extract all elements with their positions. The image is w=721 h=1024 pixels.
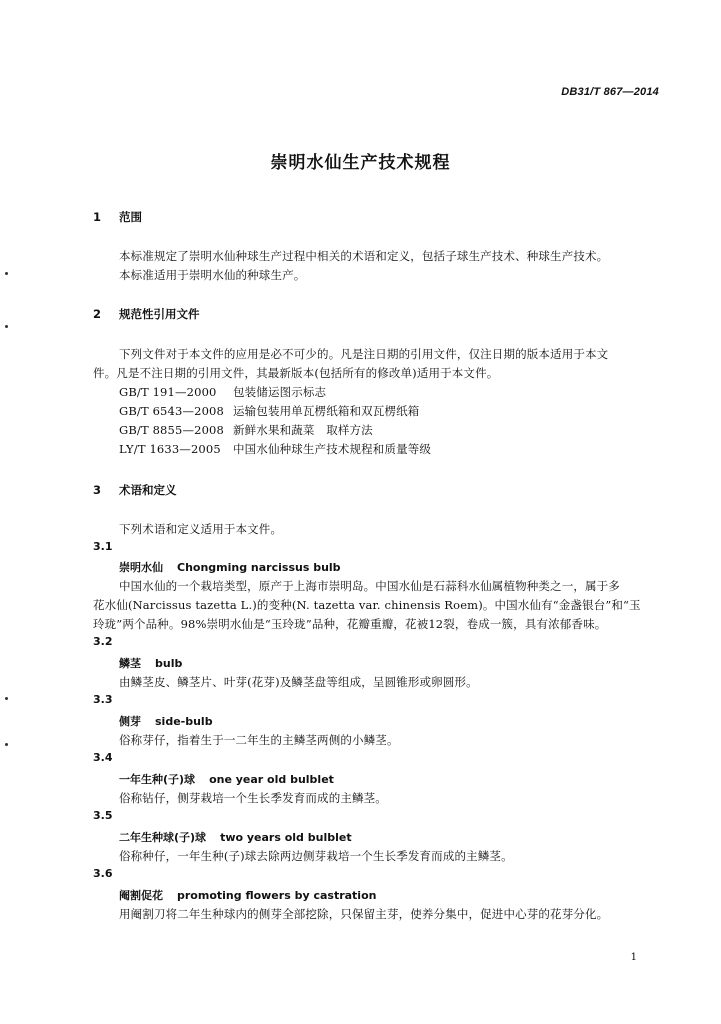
paragraph-line: 本标准适用于崇明水仙的种球生产。 — [119, 268, 306, 282]
term-zh: 一年生种(子)球 — [119, 773, 196, 786]
paragraph-line: 俗称芽仔，指着生于一二年生的主鳞茎两侧的小鳞茎。 — [119, 733, 399, 747]
term-heading — [119, 887, 376, 903]
section-title: 规范性引用文件 — [119, 307, 200, 321]
section-number: 3 — [93, 483, 102, 497]
term-zh: 阉割促花 — [119, 889, 163, 902]
term-zh: 崇明水仙 — [119, 561, 163, 574]
reference-item — [119, 422, 373, 438]
term-en: promoting flowers by castration — [177, 889, 377, 902]
term-heading — [119, 559, 341, 575]
reference-code: LY/T 1633—2005 — [119, 442, 221, 456]
term-heading — [119, 655, 182, 671]
section-heading — [93, 209, 142, 225]
paragraph-line: 本标准规定了崇明水仙种球生产过程中相关的术语和定义，包括子球生产技术、种球生产技术。 — [119, 249, 609, 263]
term-en: two years old bulblet — [220, 831, 352, 844]
term-en: side-bulb — [155, 715, 213, 728]
section-title: 术语和定义 — [119, 483, 177, 497]
margin-dot — [5, 743, 8, 746]
paragraph-line: 中国水仙的一个栽培类型，原产于上海市崇明岛。中国水仙是石蒜科水仙属植物种类之一，属于多 — [119, 579, 620, 593]
paragraph-line: 玲珑”两个品种。98%崇明水仙是“玉玲珑”品种，花瓣重瓣，花被12裂，卷成一簇，具有浓郁香味。 — [93, 617, 607, 631]
section-title: 范围 — [119, 210, 142, 224]
paragraph-line: 俗称钻仔，侧芽栽培一个生长季发育而成的主鳞茎。 — [119, 791, 387, 805]
document-title: 崇明水仙生产技术规程 — [270, 153, 451, 173]
term-en: Chongming narcissus bulb — [177, 561, 341, 574]
section-number: 1 — [93, 210, 102, 224]
term-heading — [119, 713, 213, 729]
reference-name: 运输包装用单瓦楞纸箱和双瓦楞纸箱 — [233, 404, 420, 418]
paragraph-line: 用阉割刀将二年生种球内的侧芽全部挖除，只保留主芽，使养分集中，促进中心芽的花芽分化。 — [119, 907, 609, 921]
section-number: 2 — [93, 307, 102, 321]
reference-item — [119, 441, 431, 457]
paragraph-line: 件。凡是不注日期的引用文件，其最新版本(包括所有的修改单)适用于本文件。 — [93, 366, 499, 380]
paragraph-line: 俗称种仔，一年生种(子)球去除两边侧芽栽培一个生长季发育而成的主鳞茎。 — [119, 849, 513, 863]
subsection-number: 3.2 — [93, 635, 113, 648]
reference-name: 新鲜水果和蔬菜 取样方法 — [233, 423, 373, 437]
subsection-number: 3.3 — [93, 693, 113, 706]
paragraph-line: 下列术语和定义适用于本文件。 — [119, 522, 283, 536]
term-en: bulb — [155, 657, 183, 670]
subsection-number: 3.1 — [93, 540, 113, 553]
section-heading — [93, 306, 200, 322]
reference-code: GB/T 8855—2008 — [119, 423, 224, 437]
term-heading — [119, 829, 352, 845]
paragraph-line: 由鳞茎皮、鳞茎片、叶芽(花芽)及鳞茎盘等组成，呈圆锥形或卵圆形。 — [119, 675, 478, 689]
margin-dot — [5, 272, 8, 275]
paragraph-line: 下列文件对于本文件的应用是必不可少的。凡是注日期的引用文件，仅注日期的版本适用于本文 — [119, 347, 609, 361]
term-zh: 侧芽 — [119, 715, 141, 728]
paragraph-line: 花水仙(Narcissus tazetta L.)的变种(N. tazetta var. chinensis Roem)。中国水仙有“金盏银台”和“玉 — [93, 598, 641, 612]
reference-item — [119, 403, 419, 419]
reference-item — [119, 384, 326, 400]
term-heading — [119, 771, 334, 787]
term-en: one year old bulblet — [209, 773, 334, 786]
margin-dot — [5, 697, 8, 700]
reference-code: GB/T 191—2000 — [119, 385, 217, 399]
term-zh: 鳞茎 — [119, 657, 141, 670]
reference-name: 包装储运图示标志 — [233, 385, 327, 399]
margin-dot — [5, 325, 8, 328]
reference-code: GB/T 6543—2008 — [119, 404, 224, 418]
term-zh: 二年生种球(子)球 — [119, 831, 207, 844]
subsection-number: 3.4 — [93, 751, 113, 764]
document-number: DB31/T 867—2014 — [561, 86, 659, 98]
subsection-number: 3.6 — [93, 867, 113, 880]
subsection-number: 3.5 — [93, 809, 113, 822]
reference-name: 中国水仙种球生产技术规程和质量等级 — [233, 442, 432, 456]
page-number: 1 — [630, 952, 637, 963]
section-heading — [93, 482, 177, 498]
